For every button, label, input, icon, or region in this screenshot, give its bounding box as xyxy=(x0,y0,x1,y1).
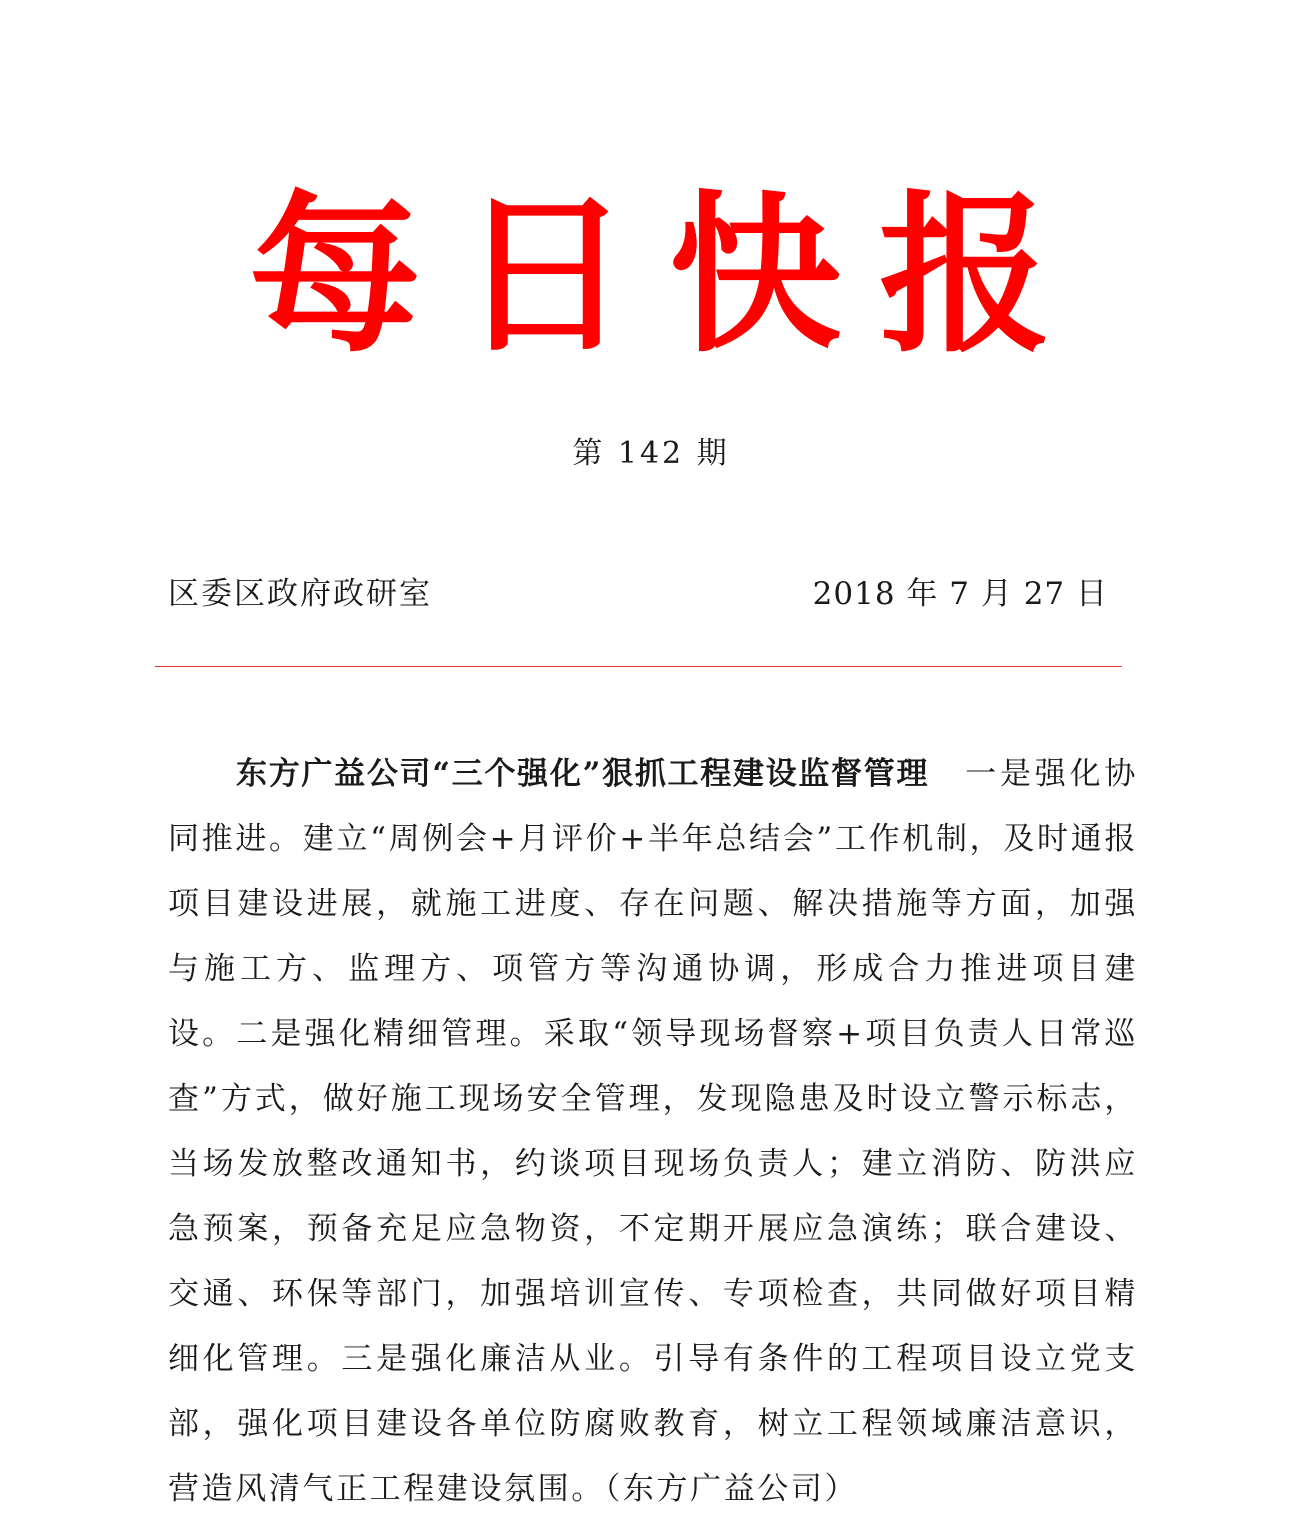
masthead-char-4: 报 xyxy=(879,173,1051,376)
article-body: 一是强化协同推进。建立“周例会+月评价+半年总结会”工作机制，及时通报项目建设进展，就施工进度、存在问题、解决措施等方面，加强与施工方、监理方、项管方等沟通协调，形成合力推进项目建设。二是强化精细管理。采取“领导现场督察+项目负责人日常巡查”方式，做好施工现场安全管理，发现隐患及时设立警示标志，当场发放整改通知书，约谈项目现场负责人；建立消防、防洪应急预案，预备充足应急物资，不定期开展应急演练；联合建设、交通、环保等部门，加强培训宣传、专项检查，共同做好项目精细化管理。三是强化廉洁从业。引导有条件的工程项目设立党支部，强化项目建设各单位防腐败教育，树立工程领域廉洁意识，营造风清气正工程建设氛围。（东方广益公司） xyxy=(168,756,1138,1507)
issue-date: 2018 年 7 月 27 日 xyxy=(812,576,1108,612)
meta-row xyxy=(168,570,1108,618)
masthead-char-2: 日 xyxy=(459,173,631,376)
issue-number: 第 142 期 xyxy=(572,436,730,471)
masthead-title xyxy=(240,175,1060,375)
issuing-office: 区委区政府政研室 xyxy=(168,576,432,612)
red-divider xyxy=(155,666,1122,667)
masthead-char-1: 每 xyxy=(249,173,421,376)
article-paragraph xyxy=(168,742,1138,1522)
article-headline: 东方广益公司“三个强化”狠抓工程建设监督管理 xyxy=(236,756,930,792)
masthead-char-3: 快 xyxy=(669,173,841,376)
